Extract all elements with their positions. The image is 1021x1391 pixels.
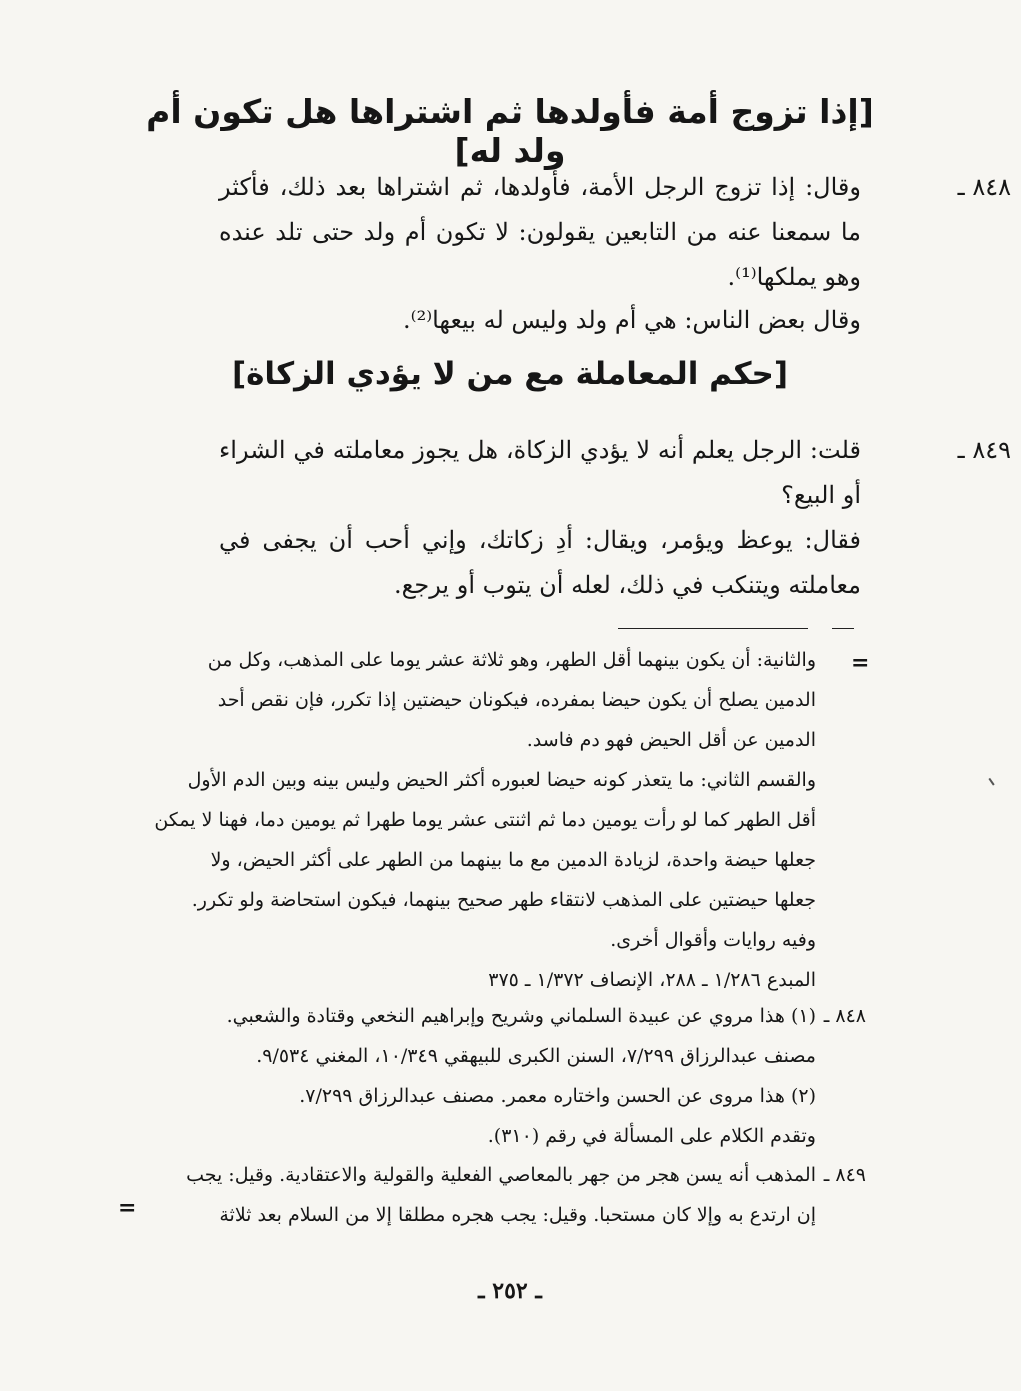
item-848-text-2: وقال بعض الناس: هي أم ولد وليس له بيعها⁽²⁾. (403, 306, 861, 334)
section-heading-1: [إذا تزوج أمة فأولدها ثم اشتراها هل تكون أم ولد له] (146, 92, 874, 170)
footnote-line: المذهب أنه يسن هجر من جهر بالمعاصي الفعلية والقولية والاعتقادية. وقيل: يجب (186, 1164, 816, 1186)
footnote-line: الدمين عن أقل الحيض فهو دم فاسد. (526, 729, 816, 751)
section-heading-2: [حكم المعاملة مع من لا يؤدي الزكاة] (231, 356, 789, 392)
footnote-line: وفيه روايات وأقوال أخرى. (610, 929, 816, 951)
footnote-line: (١) هذا مروي عن عبيدة السلماني وشريح وإبراهيم النخعي وقتادة والشعبي. (226, 1005, 816, 1027)
continued-marker: = (851, 650, 870, 676)
footnote-line: والثانية: أن يكون بينهما أقل الطهر، وهو ثلاثة عشر يوما على المذهب، وكل من (207, 649, 816, 671)
footnote-849 (154, 1155, 816, 1235)
item-849-text-2: فقال: يوعظ ويؤمر، ويقال: أدِ زكاتك، وإني أحب أن يجفى في معاملته ويتنكب في ذلك، لعله أن يتوب أو يرجع. (219, 526, 861, 599)
footnote-line: جعلها حيضة واحدة، لزيادة الدمين مع ما بينهما من الطهر على أكثر الحيض، ولا (210, 849, 816, 871)
footnote-line: أقل الطهر كما لو رأت يومين دما ثم اثنتى عشر يوما طهرا ثم يومين دما، فهنا لا يمكن (154, 809, 816, 831)
footnote-number-849: ٨٤٩ ـ (823, 1164, 866, 1186)
footnote-line: والقسم الثاني: ما يتعذر كونه حيضا لعبوره أكثر الحيض وليس بينه وبين الدم الأول (187, 769, 816, 791)
item-number-848: ٨٤٨ ـ (957, 173, 1011, 201)
footnote-number-848: ٨٤٨ ـ (823, 1005, 866, 1027)
footnote-line: وتقدم الكلام على المسألة في رقم (٣١٠). (487, 1125, 816, 1147)
footnote-line: إن ارتدع به وإلا كان مستحبا. وقيل: يجب هجره مطلقا إلا من السلام بعد ثلاثة (219, 1204, 816, 1226)
footnote-continued (154, 640, 816, 1000)
footnote-line: مصنف عبدالرزاق ٧/٢٩٩، السنن الكبرى للبيهقي ١٠/٣٤٩، المغني ٩/٥٣٤. (256, 1045, 816, 1067)
footnote-divider (618, 628, 808, 629)
page-number: ـ ٢٥٢ ـ (478, 1278, 542, 1304)
continues-marker: = (118, 1195, 137, 1221)
item-848-text: وقال: إذا تزوج الرجل الأمة، فأولدها، ثم اشتراها بعد ذلك، فأكثر ما سمعنا عنه من التابعين يقولون: لا تكون أم ولد حتى تلد عنده وهو يملكها⁽¹⁾. (219, 173, 861, 291)
footnote-divider-short (832, 628, 854, 629)
footnote-line: (٢) هذا مروى عن الحسن واختاره معمر. مصنف عبدالرزاق ٧/٢٩٩. (299, 1085, 816, 1107)
item-849-text: قلت: الرجل يعلم أنه لا يؤدي الزكاة، هل يجوز معاملته في الشراء أو البيع؟ (219, 436, 862, 509)
footnote-line: جعلها حيضتين على المذهب لانتقاء طهر صحيح بينهما، فيكون استحاضة ولو تكرر. (191, 889, 816, 911)
footnote-848 (154, 996, 816, 1156)
scan-speck (988, 774, 999, 785)
item-number-849: ٨٤٩ ـ (957, 436, 1011, 464)
footnote-line: الدمين يصلح أن يكون حيضا بمفرده، فيكونان حيضتين إذا تكرر، فإن نقص أحد (217, 689, 816, 711)
footnote-line: المبدع ١/٢٨٦ ـ ٢٨٨، الإنصاف ١/٣٧٢ ـ ٣٧٥ (488, 969, 816, 991)
